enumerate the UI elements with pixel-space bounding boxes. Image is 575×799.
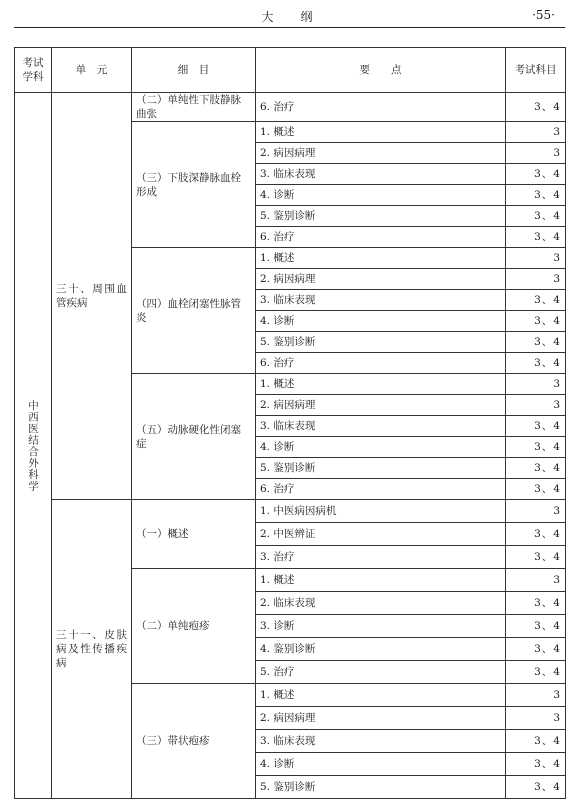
exam-level-cell: 3 xyxy=(506,707,566,730)
exam-level-cell: 3、4 xyxy=(506,458,566,479)
exam-level-cell: 3、4 xyxy=(506,661,566,684)
exam-level-cell: 3、4 xyxy=(506,290,566,311)
exam-level-cell: 3、4 xyxy=(506,776,566,799)
point-cell: 1. 概述 xyxy=(256,248,506,269)
point-cell: 1. 概述 xyxy=(256,122,506,143)
column-header-points: 要 点 xyxy=(256,48,506,93)
exam-level-cell: 3、4 xyxy=(506,227,566,248)
exam-level-cell: 3 xyxy=(506,569,566,592)
point-cell: 4. 诊断 xyxy=(256,437,506,458)
item-cell: （二）单纯性下肢静脉曲张 xyxy=(132,93,256,122)
point-cell: 4. 诊断 xyxy=(256,311,506,332)
point-cell: 6. 治疗 xyxy=(256,479,506,500)
point-cell: 3. 治疗 xyxy=(256,546,506,569)
point-cell: 4. 诊断 xyxy=(256,185,506,206)
exam-level-cell: 3、4 xyxy=(506,164,566,185)
exam-level-cell: 3、4 xyxy=(506,93,566,122)
point-cell: 2. 临床表现 xyxy=(256,592,506,615)
point-cell: 2. 病因病理 xyxy=(256,707,506,730)
exam-level-cell: 3、4 xyxy=(506,638,566,661)
exam-level-cell: 3、4 xyxy=(506,753,566,776)
column-header-unit: 单 元 xyxy=(52,48,132,93)
point-cell: 5. 鉴别诊断 xyxy=(256,332,506,353)
point-cell: 3. 临床表现 xyxy=(256,730,506,753)
point-cell: 6. 治疗 xyxy=(256,353,506,374)
syllabus-table xyxy=(14,47,566,799)
item-cell: （一）概述 xyxy=(132,500,256,569)
exam-level-cell: 3、4 xyxy=(506,353,566,374)
exam-level-cell: 3、4 xyxy=(506,437,566,458)
point-cell: 1. 概述 xyxy=(256,684,506,707)
point-cell: 1. 概述 xyxy=(256,569,506,592)
point-cell: 3. 临床表现 xyxy=(256,290,506,311)
item-cell: （三）下肢深静脉血栓形成 xyxy=(132,122,256,248)
exam-level-cell: 3、4 xyxy=(506,523,566,546)
exam-level-cell: 3、4 xyxy=(506,546,566,569)
item-cell: （三）带状疱疹 xyxy=(132,684,256,799)
point-cell: 2. 病因病理 xyxy=(256,143,506,164)
exam-level-cell: 3、4 xyxy=(506,592,566,615)
point-cell: 6. 治疗 xyxy=(256,93,506,122)
point-cell: 5. 鉴别诊断 xyxy=(256,776,506,799)
exam-level-cell: 3、4 xyxy=(506,615,566,638)
point-cell: 5. 治疗 xyxy=(256,661,506,684)
column-header-subject: 考试学科 xyxy=(15,48,52,93)
point-cell: 2. 病因病理 xyxy=(256,269,506,290)
point-cell: 1. 概述 xyxy=(256,374,506,395)
table-row xyxy=(15,93,566,122)
exam-level-cell: 3 xyxy=(506,248,566,269)
point-cell: 3. 临床表现 xyxy=(256,164,506,185)
point-cell: 4. 诊断 xyxy=(256,753,506,776)
point-cell: 3. 诊断 xyxy=(256,615,506,638)
exam-level-cell: 3、4 xyxy=(506,311,566,332)
item-cell: （五）动脉硬化性闭塞症 xyxy=(132,374,256,500)
unit-cell: 三十一、皮肤病及性传播疾病 xyxy=(52,500,132,799)
exam-level-cell: 3 xyxy=(506,395,566,416)
exam-level-cell: 3、4 xyxy=(506,416,566,437)
point-cell: 4. 鉴别诊断 xyxy=(256,638,506,661)
point-cell: 6. 治疗 xyxy=(256,227,506,248)
column-header-exam-level: 考试科目 xyxy=(506,48,566,93)
point-cell: 3. 临床表现 xyxy=(256,416,506,437)
page-number: ·55· xyxy=(532,8,555,22)
table-body xyxy=(15,93,566,799)
exam-level-cell: 3、4 xyxy=(506,332,566,353)
exam-level-cell: 3、4 xyxy=(506,479,566,500)
point-cell: 2. 病因病理 xyxy=(256,395,506,416)
exam-level-cell: 3 xyxy=(506,143,566,164)
item-cell: （四）血栓闭塞性脉管炎 xyxy=(132,248,256,374)
point-cell: 5. 鉴别诊断 xyxy=(256,206,506,227)
exam-level-cell: 3、4 xyxy=(506,185,566,206)
exam-level-cell: 3 xyxy=(506,684,566,707)
point-cell: 5. 鉴别诊断 xyxy=(256,458,506,479)
table-row xyxy=(15,500,566,523)
exam-level-cell: 3 xyxy=(506,269,566,290)
item-cell: （二）单纯疱疹 xyxy=(132,569,256,684)
running-header-title: 大 纲 xyxy=(261,10,314,24)
exam-level-cell: 3 xyxy=(506,500,566,523)
exam-level-cell: 3 xyxy=(506,122,566,143)
exam-level-cell: 3、4 xyxy=(506,730,566,753)
point-cell: 1. 中医病因病机 xyxy=(256,500,506,523)
column-header-item: 细 目 xyxy=(132,48,256,93)
subject-cell: 中西医结合外科学 xyxy=(15,93,52,799)
exam-level-cell: 3 xyxy=(506,374,566,395)
unit-cell: 三十、周围血管疾病 xyxy=(52,93,132,500)
point-cell: 2. 中医辨证 xyxy=(256,523,506,546)
table-header-row xyxy=(15,48,566,93)
header-divider xyxy=(14,27,565,28)
exam-level-cell: 3、4 xyxy=(506,206,566,227)
